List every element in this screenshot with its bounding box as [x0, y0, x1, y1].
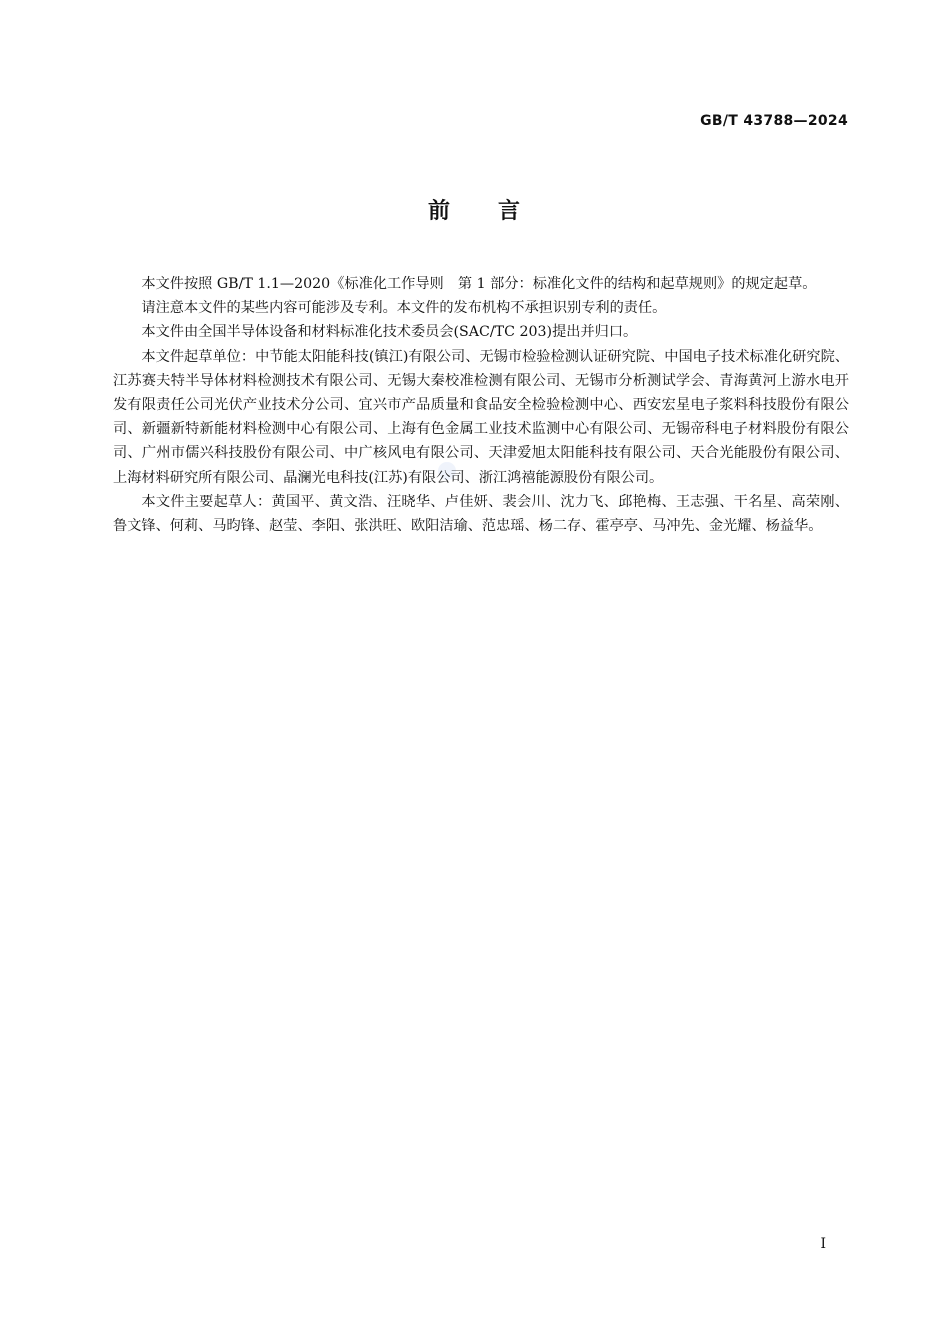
paragraph-drafters: 本文件主要起草人：黄国平、黄文浩、汪晓华、卢佳妍、裴会川、沈力飞、邱艳梅、王志强、干名星、高荣刚、鲁文锋、何莉、马昀锋、赵莹、李阳、张洪旺、欧阳洁瑜、范忠瑶、杨二存、霍亭亭、马冲先、金光耀、杨益华。 — [113, 493, 849, 535]
foreword-body — [113, 272, 849, 538]
page-title-char-2: 言 — [498, 199, 523, 224]
paragraph-patent-notice: 请注意本文件的某些内容可能涉及专利。本文件的发布机构不承担识别专利的责任。 — [141, 300, 667, 317]
paragraph-drafting-rules: 本文件按照 GB/T 1.1—2020《标准化工作导则 第 1 部分：标准化文件的结构和起草规则》的规定起草。 — [141, 276, 817, 292]
paragraph-committee: 本文件由全国半导体设备和材料标准化技术委员会(SAC/TC 203)提出并归口。 — [141, 324, 638, 341]
standard-number: GB/T 43788—2024 — [700, 113, 848, 129]
page-number: I — [820, 1236, 826, 1252]
page-title — [0, 194, 950, 225]
paragraph-drafting-units: 本文件起草单位：中节能太阳能科技(镇江)有限公司、无锡市检验检测认证研究院、中国电子技术标准化研究院、江苏赛夫特半导体材料检测技术有限公司、无锡大秦校准检测有限公司、无锡市分析测试学会、青海黄河上游水电开发有限责任公司光伏产业技术分公司、宜兴市产品质量和食品安全检验检测中心、西安宏星电子浆料科技股份有限公司、新疆新特新能材料检测中心有限公司、上海有色金属工业技术监测中心有限公司、无锡帝科电子材料股份有限公司、广州市儒兴科技股份有限公司、中广核风电有限公司、天津爱旭太阳能科技有限公司、天合光能股份有限公司、上海材料研究所有限公司、晶澜光电科技(江苏)有限公司、浙江鸿禧能源股份有限公司。 — [113, 348, 849, 486]
page-title-char-1: 前 — [427, 199, 452, 224]
